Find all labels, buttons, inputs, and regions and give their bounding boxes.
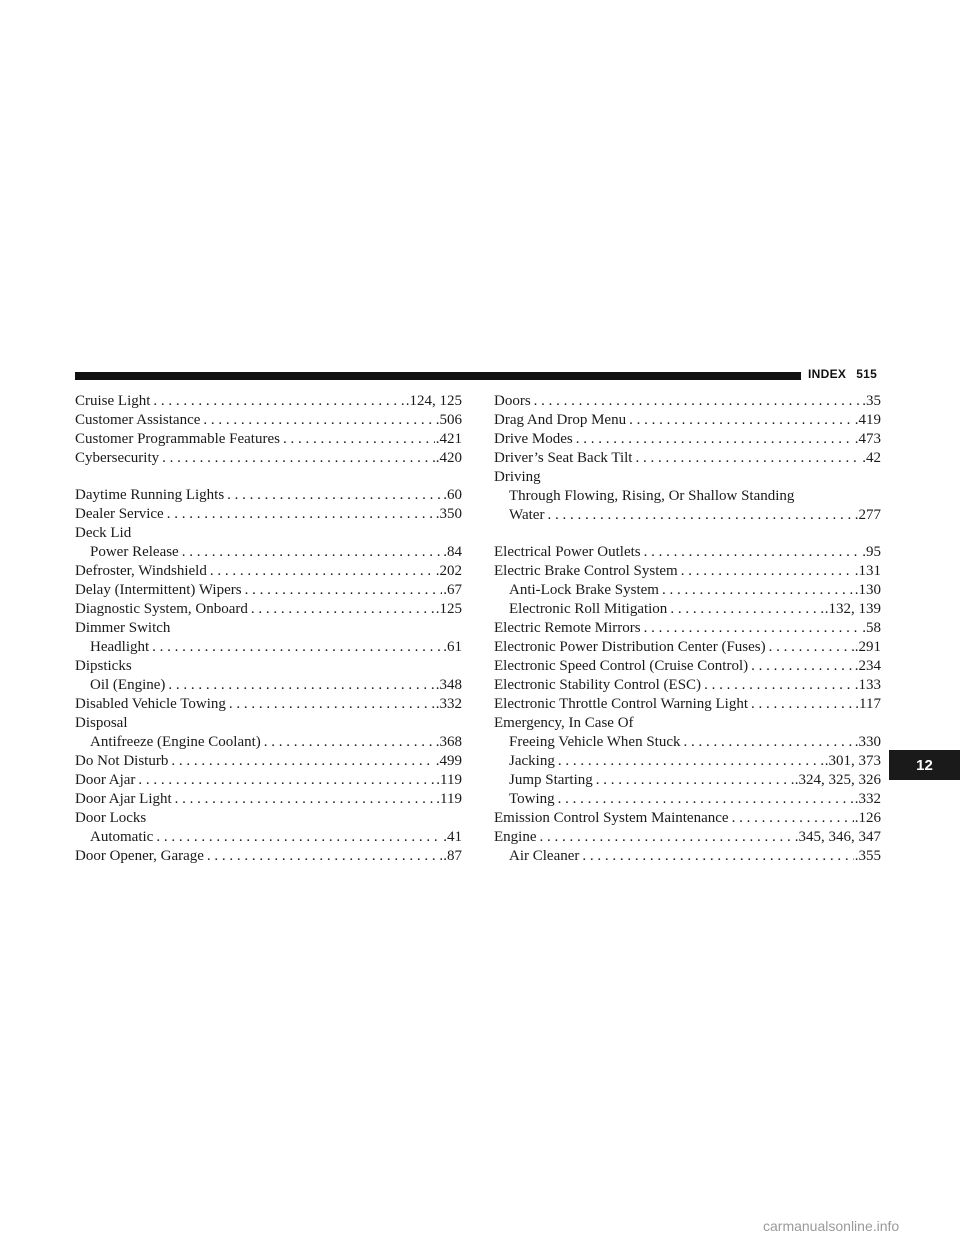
dot-leader (172, 790, 436, 809)
index-entry (494, 809, 881, 828)
entry-page-ref: .58 (862, 620, 881, 636)
entry-page-ref: .499 (435, 753, 462, 769)
entry-term: Do Not Disturb (75, 753, 169, 769)
entry-page-ref: .35 (862, 393, 881, 409)
dot-leader (678, 562, 854, 581)
index-entry (494, 619, 881, 638)
index-column-right (494, 392, 881, 866)
entry-gap (494, 525, 881, 543)
index-entry (75, 600, 462, 619)
entry-page-ref: .420 (435, 450, 462, 466)
entry-term: Electronic Stability Control (ESC) (494, 677, 702, 693)
index-subentry (494, 600, 881, 619)
dot-leader (573, 430, 854, 449)
entry-term: Cruise Light (75, 393, 151, 409)
entry-page-ref: .234 (854, 658, 881, 674)
entry-term: Electrical Power Outlets (494, 544, 641, 560)
dot-leader (579, 847, 853, 866)
index-entry (494, 411, 881, 430)
index-subentry (75, 638, 462, 657)
entry-term: Automatic (90, 829, 154, 845)
dot-leader (729, 809, 854, 828)
entry-term: Engine (494, 829, 537, 845)
entry-page-ref: .348 (435, 677, 462, 693)
dot-leader (159, 449, 435, 468)
index-heading: Deck Lid (75, 525, 132, 541)
index-entry (75, 790, 462, 809)
index-entry (75, 752, 462, 771)
entry-term: Power Release (90, 544, 179, 560)
dot-leader (766, 638, 854, 657)
index-entry (75, 449, 462, 468)
dot-leader (153, 828, 442, 847)
header-label: INDEX (808, 367, 847, 381)
index-entry (494, 392, 881, 411)
index-entry (75, 486, 462, 505)
entry-term: Doors (494, 393, 531, 409)
entry-term: Disabled Vehicle Towing (75, 696, 226, 712)
dot-leader (150, 392, 404, 411)
header-page-number: 515 (856, 367, 878, 381)
index-subentry (75, 543, 462, 562)
entry-term: Diagnostic System, Onboard (75, 601, 248, 617)
dot-leader (641, 619, 862, 638)
dot-leader (165, 676, 434, 695)
dot-leader (200, 411, 434, 430)
entry-page-ref: .87 (443, 848, 462, 864)
entry-term: Electric Brake Control System (494, 563, 678, 579)
entry-page-ref: .355 (854, 848, 881, 864)
index-entry (75, 505, 462, 524)
entry-page-ref: .473 (854, 431, 881, 447)
index-subentry (494, 506, 881, 525)
dot-leader (149, 638, 442, 657)
index-entry (494, 562, 881, 581)
index-subentry (494, 752, 881, 771)
entry-term: Antifreeze (Engine Coolant) (90, 734, 261, 750)
index-entry (75, 562, 462, 581)
entry-term: Dealer Service (75, 506, 164, 522)
chapter-tab: 12 (889, 750, 960, 780)
entry-page-ref: .419 (854, 412, 881, 428)
entry-page-ref: .125 (435, 601, 462, 617)
entry-page-ref: .119 (436, 791, 462, 807)
dot-leader (168, 752, 434, 771)
entry-term: Air Cleaner (509, 848, 580, 864)
dot-leader (280, 430, 435, 449)
entry-term: Water (509, 507, 545, 523)
index-column-left (75, 392, 462, 866)
index-entry (494, 828, 881, 847)
entry-page-ref: .126 (854, 810, 881, 826)
running-header (808, 367, 877, 381)
entry-term: Headlight (90, 639, 150, 655)
dot-leader (593, 771, 794, 790)
index-heading: Door Locks (75, 810, 147, 826)
entry-page-ref: .131 (854, 563, 881, 579)
entry-gap (75, 468, 462, 486)
entry-page-ref: .130 (854, 582, 881, 598)
index-entry (494, 449, 881, 468)
entry-term: Anti-Lock Brake System (509, 582, 659, 598)
entry-term: Door Ajar Light (75, 791, 172, 807)
entry-term: Delay (Intermittent) Wipers (75, 582, 242, 598)
index-entry (494, 430, 881, 449)
index-entry (75, 430, 462, 449)
entry-page-ref: .42 (862, 450, 881, 466)
dot-leader (626, 411, 854, 430)
dot-leader (261, 733, 435, 752)
dot-leader (681, 733, 854, 752)
dot-leader (632, 449, 861, 468)
entry-page-ref: .324, 325, 326 (794, 772, 881, 788)
entry-term: Drag And Drop Menu (494, 412, 627, 428)
entry-term: Emission Control System Maintenance (494, 810, 729, 826)
index-entry (75, 695, 462, 714)
index-entry (75, 392, 462, 411)
entry-page-ref: .301, 373 (824, 753, 881, 769)
index-subentry (494, 771, 881, 790)
index-entry (494, 695, 881, 714)
dot-leader (555, 752, 824, 771)
index-heading: Emergency, In Case Of (494, 715, 634, 731)
dot-leader (204, 847, 442, 866)
entry-term: Door Ajar (75, 772, 136, 788)
index-entry (75, 771, 462, 790)
index-subentry (75, 733, 462, 752)
entry-page-ref: .60 (443, 487, 462, 503)
entry-page-ref: .119 (436, 772, 462, 788)
index-heading: Disposal (75, 715, 128, 731)
entry-page-ref: .117 (855, 696, 881, 712)
entry-page-ref: .330 (854, 734, 881, 750)
entry-page-ref: .84 (443, 544, 462, 560)
index-subentry (494, 733, 881, 752)
index-entry (75, 847, 462, 866)
watermark: carmanualsonline.info (763, 1218, 900, 1234)
dot-leader (748, 695, 854, 714)
entry-page-ref: .350 (435, 506, 462, 522)
entry-term: Electronic Throttle Control Warning Light (494, 696, 749, 712)
entry-page-ref: .421 (435, 431, 462, 447)
dot-leader (531, 392, 862, 411)
entry-term: Jump Starting (509, 772, 593, 788)
dot-leader (179, 543, 443, 562)
dot-leader (164, 505, 435, 524)
index-heading: Dipsticks (75, 658, 132, 674)
entry-page-ref: .61 (443, 639, 462, 655)
index-entry (494, 657, 881, 676)
entry-term: Driver’s Seat Back Tilt (494, 450, 633, 466)
dot-leader (226, 695, 435, 714)
dot-leader (224, 486, 442, 505)
entry-page-ref: .133 (854, 677, 881, 693)
entry-term: Electric Remote Mirrors (494, 620, 641, 636)
index-heading: Dimmer Switch (75, 620, 171, 636)
entry-term: Daytime Running Lights (75, 487, 225, 503)
index-subentry (494, 790, 881, 809)
index-subentry (75, 676, 462, 695)
dot-leader (242, 581, 443, 600)
dot-leader (641, 543, 862, 562)
entry-term: Freeing Vehicle When Stuck (509, 734, 681, 750)
entry-page-ref: .124, 125 (405, 393, 462, 409)
entry-page-ref: .332 (435, 696, 462, 712)
entry-page-ref: .277 (854, 507, 881, 523)
entry-term: Jacking (509, 753, 555, 769)
entry-term: Electronic Speed Control (Cruise Control) (494, 658, 749, 674)
dot-leader (748, 657, 854, 676)
index-entry (494, 543, 881, 562)
entry-page-ref: .132, 139 (824, 601, 881, 617)
entry-page-ref: .202 (435, 563, 462, 579)
index-entry (75, 411, 462, 430)
dot-leader (659, 581, 854, 600)
dot-leader (135, 771, 435, 790)
entry-page-ref: .345, 346, 347 (794, 829, 881, 845)
entry-term: Electronic Roll Mitigation (509, 601, 668, 617)
dot-leader (248, 600, 435, 619)
dot-leader (555, 790, 854, 809)
dot-leader (207, 562, 435, 581)
entry-page-ref: .95 (862, 544, 881, 560)
index-entry (75, 581, 462, 600)
entry-term: Defroster, Windshield (75, 563, 207, 579)
index-subentry (494, 581, 881, 600)
dot-leader (701, 676, 854, 695)
entry-term: Customer Programmable Features (75, 431, 280, 447)
entry-term: Towing (509, 791, 555, 807)
index-subentry (494, 847, 881, 866)
entry-term: Drive Modes (494, 431, 573, 447)
entry-term: Cybersecurity (75, 450, 160, 466)
entry-page-ref: .332 (854, 791, 881, 807)
entry-term: Door Opener, Garage (75, 848, 204, 864)
index-subentry (75, 828, 462, 847)
index-heading: Driving (494, 469, 541, 485)
entry-page-ref: .506 (435, 412, 462, 428)
index-subheading: Through Flowing, Rising, Or Shallow Standing (509, 488, 795, 504)
entry-term: Electronic Power Distribution Center (Fuses) (494, 639, 766, 655)
header-rule (75, 372, 801, 380)
dot-leader (544, 506, 853, 525)
dot-leader (667, 600, 823, 619)
entry-page-ref: .291 (854, 639, 881, 655)
entry-page-ref: .368 (435, 734, 462, 750)
entry-page-ref: .67 (443, 582, 462, 598)
dot-leader (537, 828, 794, 847)
index-entry (494, 676, 881, 695)
entry-term: Customer Assistance (75, 412, 201, 428)
index-entry (494, 638, 881, 657)
entry-page-ref: .41 (443, 829, 462, 845)
entry-term: Oil (Engine) (90, 677, 166, 693)
